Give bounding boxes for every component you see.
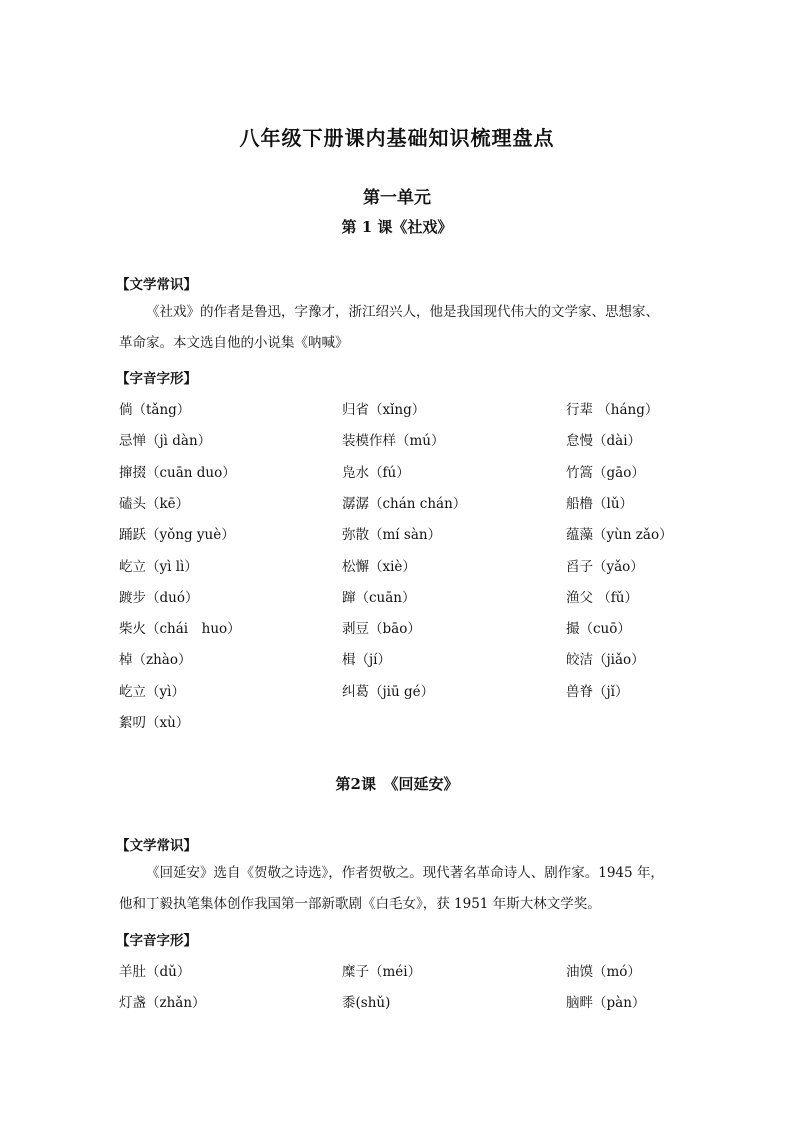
vocab-row: [0, 711, 794, 731]
vocab-entry: 皎洁（jiǎo）: [566, 652, 645, 669]
vocab-entry: 兽脊（jǐ）: [566, 683, 629, 700]
vocab-row: [0, 617, 794, 637]
vocab-row: [0, 555, 794, 575]
vocab-entry: 踊跃（yǒng yuè）: [119, 527, 235, 544]
vocab-entry: 剥豆（bāo）: [342, 621, 421, 638]
vocab-entry: 灯盏（zhǎn）: [119, 995, 206, 1011]
vocab-row: [0, 586, 794, 606]
lesson-2-heading: 第2课 《回延安》: [335, 775, 459, 793]
lesson-1-heading: 第 1 课《社戏》: [341, 218, 453, 236]
lesson-2-literature-text: [119, 858, 679, 920]
vocab-entry: 脑畔（pàn）: [566, 995, 646, 1011]
vocab-entry: 倘（tǎng）: [119, 402, 191, 418]
lesson-2-characters-heading: 【字音字形】: [116, 933, 197, 949]
vocab-entry: 蹿（cuān）: [342, 589, 416, 606]
vocab-entry: 屹立（yì lì）: [119, 558, 198, 575]
vocab-entry: 怠慢（dài）: [566, 433, 642, 450]
vocab-entry: 油馍（mó）: [566, 964, 641, 980]
lesson-1-characters-heading: 【字音字形】: [116, 371, 197, 387]
vocab-entry: 屹立（yì）: [119, 683, 185, 700]
vocab-row: [0, 429, 794, 449]
vocab-entry: 装模作样（mú）: [342, 433, 445, 450]
vocab-entry: 磕头（kē）: [119, 495, 190, 512]
paragraph-line: 《社戏》的作者是鲁迅，字豫才，浙江绍兴人，他是我国现代伟大的文学家、思想家、: [146, 304, 659, 320]
vocab-row: [0, 648, 794, 668]
vocab-entry: 渔父 （fǔ）: [566, 589, 638, 606]
vocab-entry: 凫水（fú）: [342, 464, 410, 481]
unit-heading: 第一单元: [363, 188, 431, 208]
vocab-entry: 糜子（méi）: [342, 964, 422, 980]
vocab-row: [0, 492, 794, 512]
lesson-1-literature-heading: 【文学常识】: [116, 277, 197, 293]
vocab-entry: 舀子（yǎo）: [566, 558, 644, 575]
vocab-entry: 纠葛（jiū gé）: [342, 683, 435, 700]
vocab-row: [0, 680, 794, 700]
vocab-entry: 蕴藻（yùn zǎo）: [566, 527, 673, 544]
vocab-entry: 羊肚（dǔ）: [119, 964, 191, 980]
vocab-row: [0, 398, 794, 418]
vocab-entry: 松懈（xiè）: [342, 558, 416, 575]
document-title: 八年级下册课内基础知识梳理盘点: [239, 126, 555, 150]
paragraph-line: 他和丁毅执笔集体创作我国第一部新歌剧《白毛女》，获 1951 年斯大林文学奖。: [119, 896, 601, 912]
vocab-row: [0, 960, 794, 980]
vocab-entry: 踱步（duó）: [119, 589, 199, 606]
paragraph-line: 革命家。本文选自他的小说集《呐喊》: [119, 335, 349, 351]
paragraph-line: 《回延安》选自《贺敬之诗选》，作者贺敬之。现代著名革命诗人、剧作家。1945 年，: [146, 865, 664, 881]
vocab-entry: 柴火（chái huo）: [119, 621, 241, 638]
vocab-entry: 弥散（mí sàn）: [342, 527, 442, 544]
vocab-entry: 黍(shǔ): [342, 995, 391, 1011]
vocab-entry: 楫（jí）: [342, 652, 392, 669]
vocab-entry: 棹（zhào）: [119, 652, 192, 669]
lesson-2-literature-heading: 【文学常识】: [116, 838, 197, 854]
vocab-row: [0, 461, 794, 481]
vocab-entry: 潺潺（chán chán）: [342, 495, 467, 512]
vocab-entry: 行辈 （háng）: [566, 402, 659, 418]
vocab-entry: 忌惮（jì dàn）: [119, 433, 212, 450]
vocab-row: [0, 991, 794, 1011]
vocab-row: [0, 523, 794, 543]
vocab-entry: 撮（cuō）: [566, 621, 631, 638]
vocab-entry: 竹篙（gāo）: [566, 464, 645, 481]
vocab-entry: 船橹（lǔ）: [566, 495, 634, 512]
lesson-1-literature-text: [119, 297, 679, 359]
vocab-entry: 归省（xǐng）: [342, 402, 426, 418]
vocab-entry: 撺掇（cuān duo）: [119, 464, 236, 481]
vocab-entry: 絮叨（xù）: [119, 715, 190, 731]
